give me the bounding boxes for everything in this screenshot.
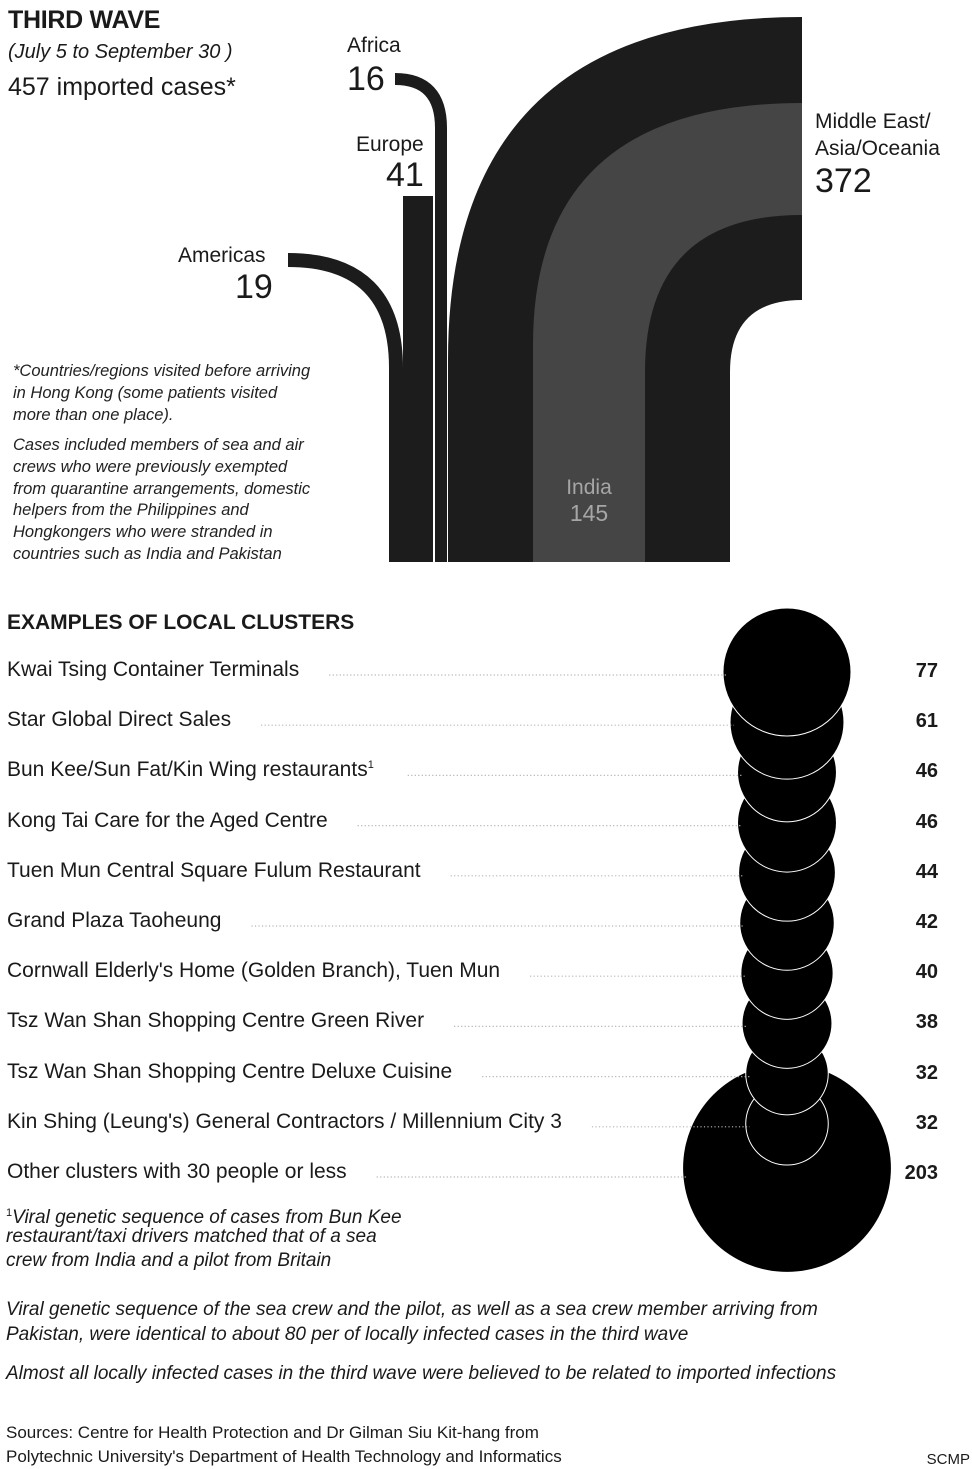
cluster-label-text: Tsz Wan Shan Shopping Centre Deluxe Cuisine (7, 1059, 453, 1083)
chart-title: THIRD WAVE (8, 6, 161, 34)
cluster-value: 44 (915, 860, 938, 883)
region-label-europe: Europe (356, 133, 424, 156)
cluster-bubble (723, 608, 851, 736)
note-countries-visited: *Countries/regions visited before arriving in Hong Kong (some patients visited more than one place). (13, 362, 311, 424)
cluster-label (7, 708, 231, 732)
cluster-label-text: Kong Tai Care for the Aged Centre (7, 808, 328, 832)
cluster-value: 42 (915, 911, 938, 933)
region-value-europe: 41 (386, 156, 424, 194)
cluster-label-text: Bun Kee/Sun Fat/Kin Wing restaurants (7, 758, 368, 782)
genetic-note-line2: Pakistan, were identical to about 80 per of locally infected cases in the third wave (6, 1324, 689, 1345)
cluster-value: 46 (915, 760, 938, 783)
cluster-value: 61 (915, 710, 938, 733)
cluster-value: 38 (915, 1011, 938, 1034)
region-value-africa: 16 (347, 60, 385, 98)
cluster-label-text: Other clusters with 30 people or less (7, 1160, 347, 1183)
region-value-americas: 19 (235, 268, 273, 306)
related-note: Almost all locally infected cases in the third wave were believed to be related to imported infections (6, 1363, 837, 1384)
sources (6, 1421, 562, 1469)
sources-line1: Sources: Centre for Health Protection and Dr Gilman Siu Kit-hang from (6, 1423, 539, 1442)
region-label-mideast-line1: Middle East/ (815, 110, 931, 133)
cluster-label (7, 1110, 562, 1134)
cluster-label (7, 859, 421, 883)
region-label-india: India (566, 476, 612, 499)
cluster-value: 32 (915, 1061, 938, 1084)
brand-logo-text: SCMP (926, 1451, 970, 1468)
region-value-mideast: 372 (815, 162, 872, 200)
cluster-label-text: Kin Shing (Leung's) General Contractors / Millennium City 3 (7, 1109, 562, 1133)
region-label-africa: Africa (347, 34, 401, 57)
cluster-label (7, 959, 500, 983)
clusters-section-title: EXAMPLES OF LOCAL CLUSTERS (7, 611, 355, 634)
chart-subtitle: (July 5 to September 30 ) (8, 41, 233, 63)
region-label-americas: Americas (178, 244, 266, 267)
cluster-value: 46 (915, 810, 938, 833)
footnote-1-text: Viral genetic sequence of cases from Bun Kee (12, 1207, 402, 1229)
footnote-marker: 1 (6, 1207, 13, 1219)
cluster-label (7, 909, 221, 933)
cluster-value: 32 (915, 1111, 938, 1134)
cluster-label (7, 809, 328, 833)
total-imported-cases: 457 imported cases* (8, 73, 236, 101)
cluster-label (7, 1009, 424, 1033)
cluster-label (7, 758, 374, 782)
cluster-footnote-marker: 1 (367, 759, 374, 772)
cluster-label (7, 658, 299, 682)
cluster-label-text: Star Global Direct Sales (7, 708, 232, 732)
region-label-mideast-line2: Asia/Oceania (815, 137, 940, 160)
cluster-value: 203 (904, 1162, 938, 1184)
cluster-label-text: Kwai Tsing Container Terminals (7, 658, 300, 681)
cluster-label-text: Tuen Mun Central Square Fulum Restaurant (7, 858, 421, 882)
footnote-1-line2: restaurant/taxi drivers matched that of a sea (6, 1226, 377, 1247)
cluster-label-text: Cornwall Elderly's Home (Golden Branch), Tuen Mun (7, 959, 501, 983)
cluster-label-text: Grand Plaza Taoheung (7, 909, 222, 932)
cluster-label-text: Tsz Wan Shan Shopping Centre Green River (7, 1009, 425, 1033)
cluster-value: 77 (915, 660, 938, 682)
genetic-note-line1: Viral genetic sequence of the sea crew and the pilot, as well as a sea crew member arriving from (6, 1299, 818, 1320)
note-crews: Cases included members of sea and air crews who were previously exempted from quarantine arrangements, domestic helpers from the Philippines and Hongkongers who were stranded in countries such as India and Pakistan (13, 436, 311, 563)
sources-line2: Polytechnic University's Department of Health Technology and Informatics (6, 1447, 562, 1466)
region-value-india: 145 (569, 500, 609, 526)
cluster-value: 40 (915, 961, 938, 984)
cluster-label (7, 1060, 452, 1084)
cluster-label (7, 1160, 347, 1184)
footnote-1-line3: crew from India and a pilot from Britain (6, 1250, 332, 1271)
